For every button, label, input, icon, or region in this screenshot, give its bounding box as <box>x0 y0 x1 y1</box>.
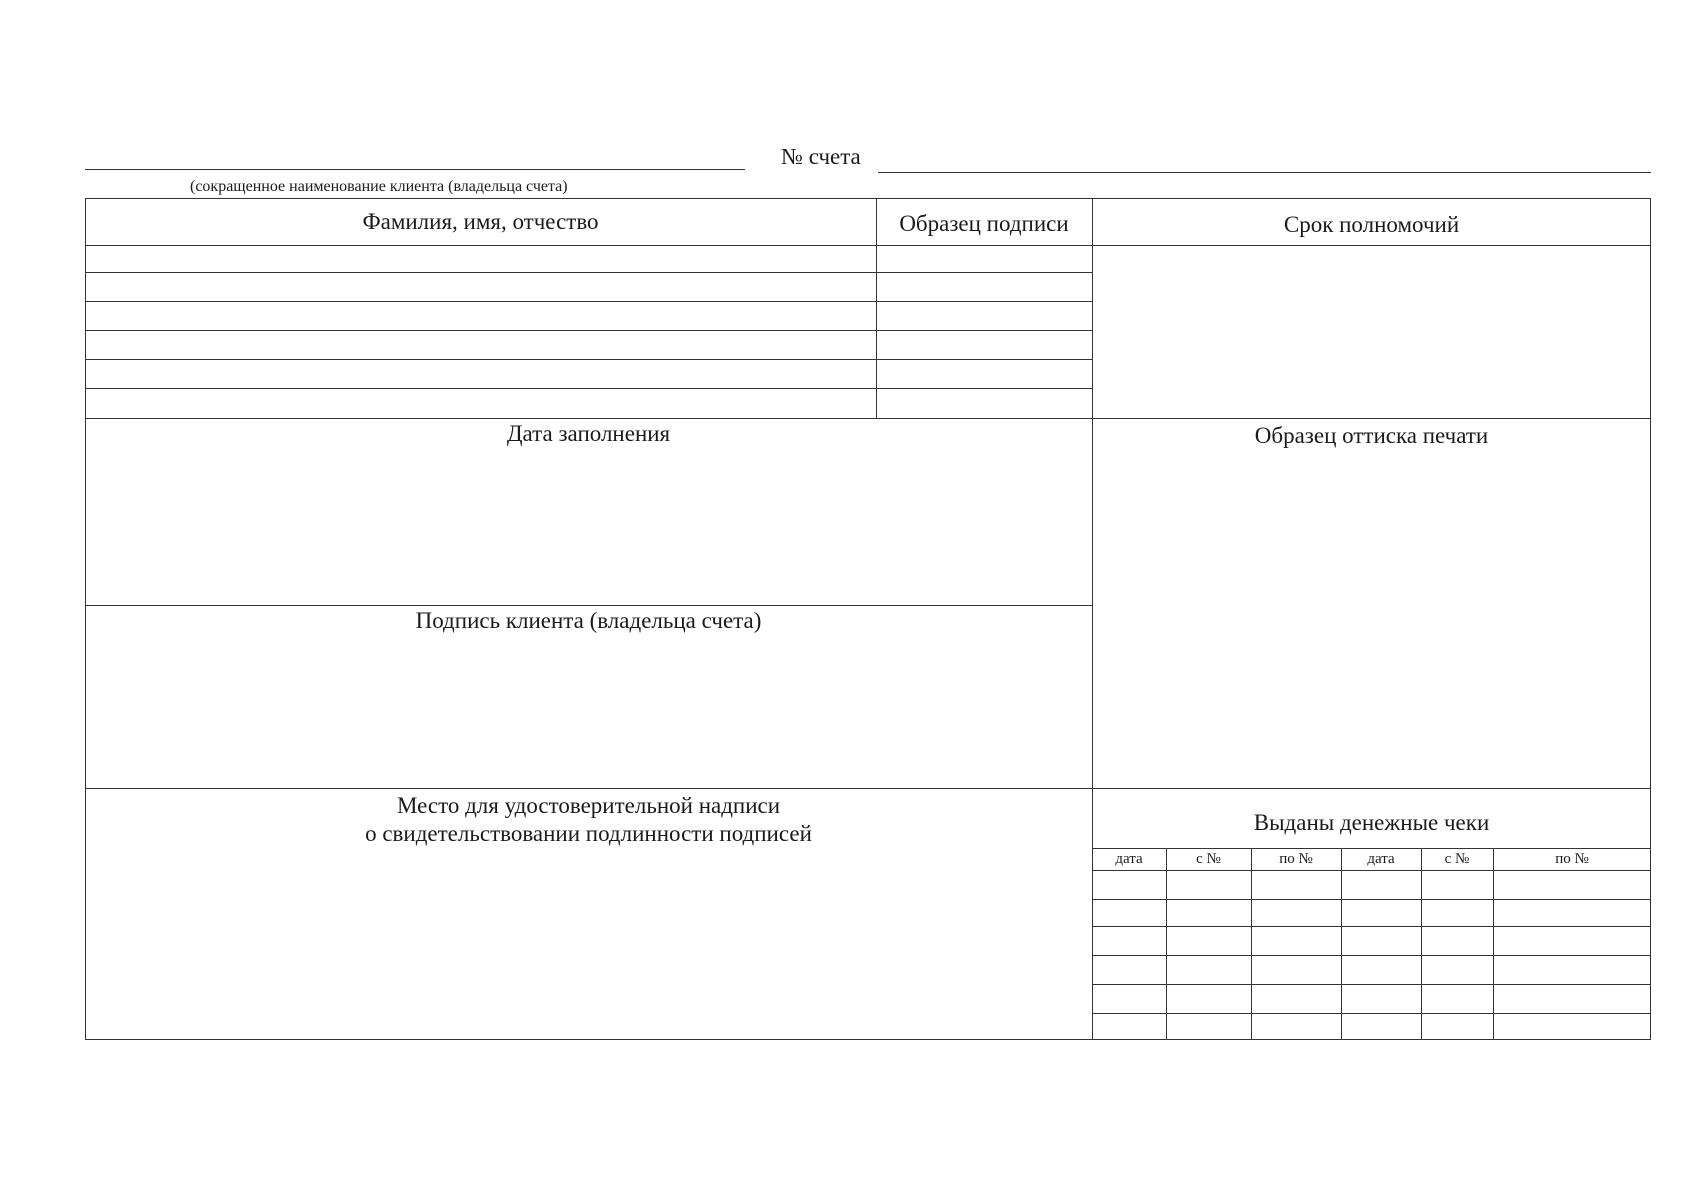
name-row-line <box>85 388 1092 389</box>
cheques-col-divider <box>1421 848 1422 1040</box>
notary-text-line1: Место для удостоверительной надписи <box>396 793 781 818</box>
name-row-line <box>85 301 1092 302</box>
account-number-line[interactable] <box>878 172 1651 173</box>
cheques-row-line <box>1092 926 1651 927</box>
cheques-col-divider <box>1493 848 1494 1040</box>
divider-left-right <box>1092 198 1093 1040</box>
name-row-line <box>85 272 1092 273</box>
cheques-col-divider <box>1251 848 1252 1040</box>
client-name-line[interactable] <box>85 169 745 170</box>
name-block-bottom <box>85 418 1651 419</box>
stamp-sample-label: Образец оттиска печати <box>1254 423 1489 448</box>
fill-date-label: Дата заполнения <box>506 421 671 446</box>
column-header-term: Срок полномочий <box>1283 212 1460 237</box>
cheques-col-from: с № <box>1444 851 1470 867</box>
cheques-row-line <box>1092 955 1651 956</box>
cheques-title: Выданы денежные чеки <box>1253 810 1490 835</box>
cheques-col-to: по № <box>1279 851 1313 867</box>
cheques-col-divider <box>1166 848 1167 1040</box>
header-row-bottom <box>85 245 1651 246</box>
cheques-header-top <box>1092 848 1651 849</box>
notary-text-line2: о свидетельствовании подлинности подписей <box>365 821 812 846</box>
client-signature-label: Подпись клиента (владельца счета) <box>415 608 762 633</box>
name-row-line <box>85 330 1092 331</box>
cheques-col-from: с № <box>1196 851 1221 867</box>
column-header-signature: Образец подписи <box>899 211 1069 236</box>
cheques-row-line <box>1092 1013 1651 1014</box>
cheques-header-bottom <box>1092 870 1651 871</box>
client-name-caption: (сокращенное наименование клиента (владельца счета) <box>190 178 568 195</box>
cheques-col-to: по № <box>1555 851 1589 867</box>
account-number-label: № счета <box>781 144 861 169</box>
cheques-row-line <box>1092 984 1651 985</box>
column-header-name: Фамилия, имя, отчество <box>362 209 599 234</box>
client-signature-section-bottom <box>85 788 1651 789</box>
cheques-col-date: дата <box>1115 851 1143 867</box>
cheques-col-date: дата <box>1367 851 1395 867</box>
cheques-col-divider <box>1341 848 1342 1040</box>
name-row-line <box>85 359 1092 360</box>
fill-date-section-bottom <box>85 605 1092 606</box>
cheques-row-line <box>1092 899 1651 900</box>
